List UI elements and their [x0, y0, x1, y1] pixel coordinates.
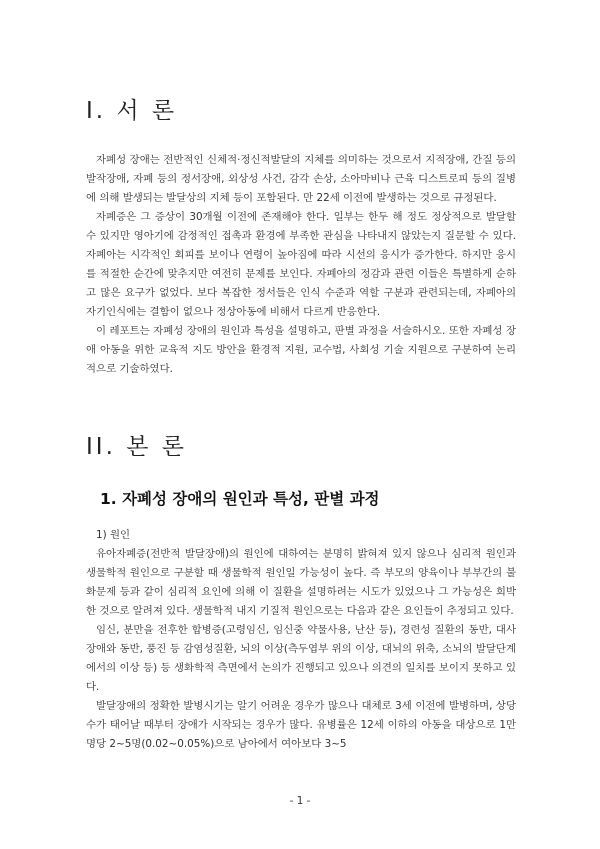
section-heading-intro: I. 서 론	[86, 98, 178, 124]
paragraph: 임신, 분만을 전후한 합병증(고령임신, 임신중 약물사용, 난산 등), 경련성 질환의 동반, 대사장애와 동반, 풍진 등 감염성질환, 뇌의 이상(측두엽부 위의 이상, 대뇌의 위축, 소뇌의 발달단계에서의 이상 등) 등 생화학적 측면에서 논의가 진행되고 있으나 의견의 일치를 보이지 못하고 있다.	[86, 624, 516, 693]
paragraph: 자폐성 장애는 전반적인 신체적·정신적발달의 지체를 의미하는 것으로서 지적장애, 간질 등의 발작장애, 자폐 등의 정서장애, 외상성 사건, 감각 손상, 소아마비나 근육 디스트로피 등의 질병에 의해 발생되는 발달상의 지체 등이 포함된다. 만 22세 이전에 발생하는 것으로 규정된다.	[86, 154, 516, 204]
section-heading-body: II. 본 론	[86, 434, 187, 460]
paragraph: 유아자폐증(전반적 발달장애)의 원인에 대하여는 분명히 밝혀져 있지 않으나 심리적 원인과 생물학적 원인으로 구분할 때 생물학적 원인일 가능성이 높다. 즉 부모의 양육이나 부부간의 불화문제 등과 같이 심리적 요인에 의해 이 질환을 설명하려는 시도가 있었으나 그 가능성은 희박한 것으로 알려져 있다. 생물학적 내지 기질적 원인으로는 다음과 같은 요인들이 추정되고 있다.	[86, 548, 516, 617]
paragraph: 자폐증은 그 증상이 30개월 이전에 존재해야 한다. 일부는 한두 해 정도 정상적으로 발달할 수 있지만 영아기에 감정적인 접촉과 환경에 부족한 관심을 나타내지 않았는지 질문할 수 있다. 자폐아는 시각적인 회피를 보이나 연령이 높아짐에 따라 시선의 응시가 증가한다. 하지만 응시를 적절한 순간에 맞추지만 여전히 문제를 보인다. 자폐아의 정감과 관련 이들은 특별하게 순하고 많은 요구가 없었다. 보다 복잡한 정서들은 인식 수준과 역할 구분과 관련되는데, 자폐아의 자기인식에는 결함이 없으나 정상아동에 비해서 다르게 반응한다.	[86, 211, 516, 318]
paragraph: 발달장애의 정확한 발병시기는 알기 어려운 경우가 많으나 대체로 3세 이전에 발병하며, 상당수가 태어날 때부터 장애가 시작되는 경우가 많다. 유병률은 12세 이하의 아동을 대상으로 1만 명당 2~5명(0.02~0.05%)으로 남아에서 여아보다 3~5	[86, 700, 516, 750]
sub-subsection-label: 1) 원인	[96, 529, 131, 541]
paragraph: 이 레포트는 자폐성 장애의 원인과 특성을 설명하고, 판별 과정을 서술하시오. 또한 자폐성 장애 아동을 위한 교육적 지도 방안을 환경적 지원, 교수법, 사회성 기술 지원으로 구분하여 논리적으로 기술하였다.	[86, 325, 516, 375]
intro-body	[86, 151, 516, 379]
page-number: - 1 -	[289, 795, 311, 807]
subsection-heading: 1. 자폐성 장애의 원인과 특성, 판별 과정	[100, 490, 380, 508]
body-text	[86, 545, 516, 754]
